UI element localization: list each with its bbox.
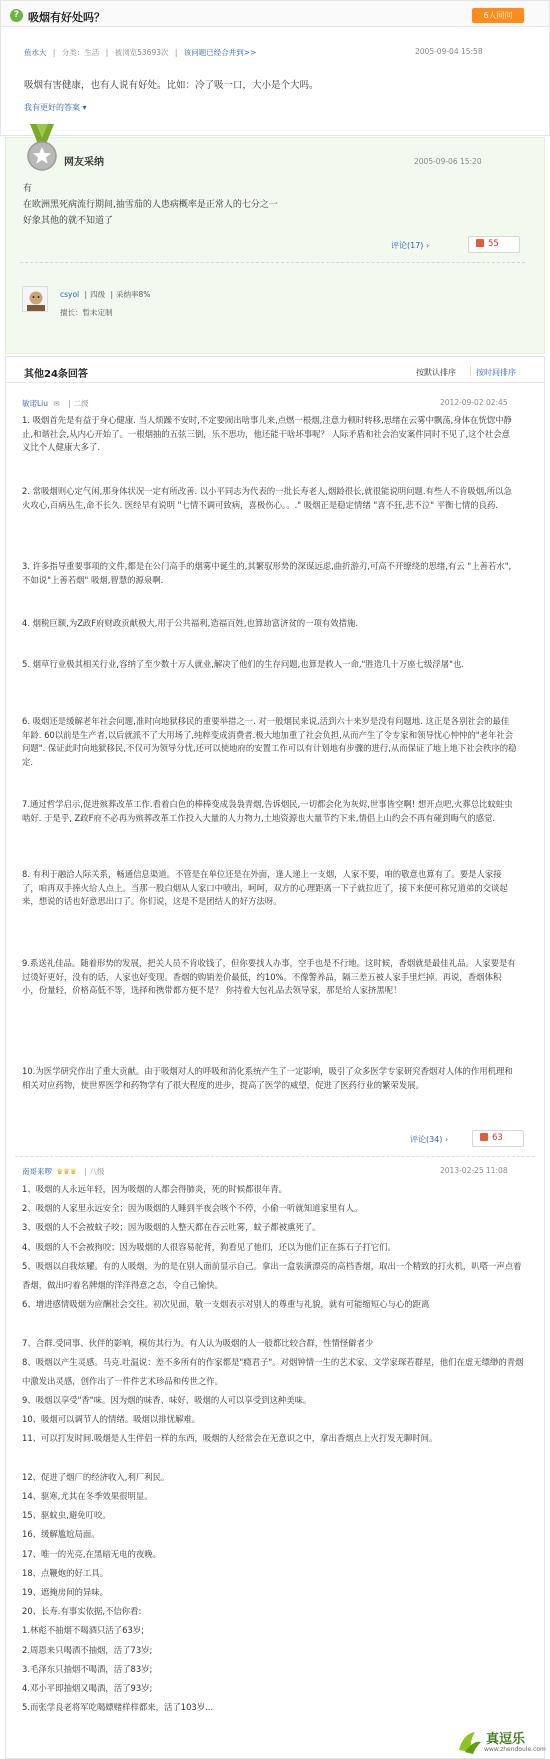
chevron-right-icon: › [425,241,430,250]
answer2-list-item: 15、驱蚊虫,避免叮咬。 [22,1510,111,1521]
answer2-list-item: 10、吸烟可以调节人的情绪。吸烟以排忧解难。 [22,1414,201,1425]
question-title: 吸烟有好处吗？ [28,11,105,24]
triangle-down-icon: ▾ [82,103,87,112]
best-comments-link[interactable]: 评论(17) › [391,241,430,250]
question-card [0,0,550,136]
answer1-date: 2012-09-02 02:45 [440,398,508,407]
answer-paragraph: 5. 烟草行业极其相关行业,容纳了至少数十万人就业,解决了他们的生存问题,也算是救人一命,"胜造几十万座七级浮屠"也. [22,659,465,669]
best-user-expertise: 擅长：暂未定制 [60,308,113,317]
watermark-url: www.zhendoule.com [484,1746,546,1753]
answer1-user-link[interactable]: 敏诺Liu [22,399,49,408]
answer2-list-item: 8、吸烟以产生灵感。马克.吐温说：差不多所有的作家都是"瘾君子"。对烟钟情一生的艺术家、文学家琛若群星，他们在虚无缥缈的青烟中激发出灵感，创作出了一件件艺术珍品和传世之作。 [22,1356,524,1386]
medal-icon [22,124,62,172]
answer-paragraph: 6. 吸烟还是缓解老年社会问题,准时向地狱移民的重要举措之一. 对一般烟民来说,活到六十来岁是没有问题地. 这正是各别社会的最佳年龄. 60以前是生产者,以后就派不了大用场了,纯粹变成消费者.极大地加重了社会负担,从而产生了令专家和领导忧心忡忡的"老年社会问题". 保证此时向地狱移民,不仅可为领导分忧,还可以使地府的安置工作可以有计划地有步骤的进行,从而保证了地上地下社会秩序的稳定. [22,716,517,767]
view-count: 被浏览53693次 [114,48,169,57]
divider [15,1156,535,1157]
answer2-list-item: 1.林彪不抽烟不喝酒只活了63岁; [22,1625,144,1636]
answer2-list-item: 11、可以打发时间.吸烟是人生伴侣一样的东西，吸烟的人经常会在无意识之中，拿出香烟点上火打发无聊时间。 [22,1433,438,1444]
answer2-user-info: 南哥来啰 ♛♛♛ | 八级 [22,1167,105,1176]
question-header [1,1,549,27]
asker-link[interactable]: 鱼水大 [24,48,47,57]
answer2-list-item: 16、缓解尴尬局面。 [22,1529,100,1540]
answer-paragraph: 9.系送礼佳品。随着形势的发展，把关人员不肯收钱了，但你要找人办事，空手也是不行地。这时候，香烟就是最佳礼品。人家要是有过烫好更好，没有的话，人家也好变现。香烟的购销差价最低，约10%。不像警养品，隔三差五被人家手里烂掉。再说，香烟体积小，份量轻，价格高低不等，选择和携带都方便不是？ 你持着大包礼品去领导家，那是给人家挤黑呢！ [22,958,516,995]
answer2-list-item: 20、长寿.有事实依据,不信你看: [22,1606,142,1617]
answer2-list-item: 4.邓小平即抽烟又喝酒，活了93岁; [22,1682,153,1693]
question-date: 2005-09-04 15:58 [415,47,483,56]
best-answer-panel [5,137,545,354]
answer2-list-item: 14、驱寒,尤其在冬季效果很明显。 [22,1491,153,1502]
question-meta: 鱼水大 | 分类：生活 | 被浏览53693次 | 该问题已经合并到>> [24,48,257,57]
answer-paragraph: 1. 吸烟首先是有益于身心健康. 当人烦躁不安时,不定要闹出啥事儿来,点燃一根烟,注意力顿时转移,思绪在云雾中飘荡,身体在恍惚中静止,和谐社会,从内心开始了。一根烟抽的五弦三倒，乐不思功，他还能干啥坏事呢？ 人际矛盾和社会治安案件同时不见了,这个社会意义比个人健康大多了. [22,415,512,452]
category-text: 分类：生活 [61,48,100,57]
better-answer-link[interactable]: 我有更好的答案 ▾ [24,103,87,112]
answer-paragraph: 4. 烟税巨额,为Z政F府财政贡献极大,用于公共福利,造福百姓,也算劫富济贫的一项有效措施. [22,618,359,628]
best-answer-line: 好象其他的就不知道了 [23,216,114,226]
best-answer-label: 网友采纳 [64,157,104,168]
best-user-info: csyol | 四级 | 采纳率8% [60,290,151,299]
divider [20,262,525,263]
answer2-date: 2013-02-25 11:08 [440,1166,508,1175]
mail-icon: ✉ [53,399,60,408]
answer2-list-item: 6、增进感情吸烟为应酬社会交往。初次见面，敬一支烟表示对别人的尊重与礼貌，就有可能缩短心与心的距离 [22,1299,430,1310]
answer1-comments-link[interactable]: 评论(34) › [410,1135,449,1144]
answer-paragraph: 2. 常吸烟则心定气闲,那身体状况一定有所改善. 以小平同志为代表的一批长寿老人,烟龄很长,就很能说明问题.有些人不肯吸烟,所以急火攻心,百病丛生,命不长久. 医经早有说明 "七情不调可致病，喜极伤心。。." 吸烟正是稳定情绪 "喜不狂,悲不泣" 平衡七情的良药. [22,486,512,510]
answer2-list [22,1180,542,1717]
watermark-brand: 真逗乐 [486,1732,526,1747]
answer-paragraph: 8. 有利于融洽人际关系，畅通信息渠道。不管是在单位还是在外面，逢人递上一支烟，人家不要，咱的敬意也算有了。要是人家接了，咱再双手捧火给人点上。当那一股白烟从人家口中喷出，呵呵，双方的心理距离一下子就拉近了，接下来便可称兄道弟的交谈起来，想说的话也好意思出口了。你们说，这是不是团结人的好方法呀。 [22,869,508,906]
avatar[interactable] [22,286,48,312]
answer2-list-item: 17、唯一的光亮,在黑暗无电的夜晚。 [22,1548,161,1559]
best-answer-line: 有 [23,184,33,194]
best-answer-line: 在欧洲黑死病流行期间,抽雪茄的人患病概率是正常人的七分之一 [23,200,278,210]
best-answer-date: 2005-09-06 15:20 [414,157,482,166]
best-user-name[interactable]: csyol [60,290,80,299]
merged-link[interactable]: 该问题已经合并到>> [183,48,257,57]
sort-time-tab[interactable]: 按时间排序 [476,368,516,377]
answer2-list-item: 2.周恩来只喝酒不抽烟，活了73岁; [22,1644,153,1655]
answer2-list-item: 7、合群.受同事、伙伴的影响，模仿其行为。有人认为吸烟的人一般都比较合群，性情怪僻者少 [22,1337,374,1348]
divider: | [469,366,472,376]
answer2-list-item: 5、吸烟以自我炫耀。有的人吸烟，为的是在别人面前显示自己。拿出一盒装潢漂亮的高档香烟，取出一个精致的打火机，叭嗒一声点着香烟，做出叼着名牌烟的洋洋得意之态，令自己愉快。 [22,1260,522,1290]
crown-icon: ♛♛♛ [56,1167,77,1176]
best-like-button[interactable]: 55 [468,236,520,253]
answer2-list-item: 2、吸烟的人家里永远安全；因为吸烟的人睡到半夜会咳个不停，小偷一听就知道家里有人。 [22,1203,363,1214]
thumbs-up-icon [480,1133,488,1141]
answer2-list-item: 19、遮掩房间的异味。 [22,1587,109,1597]
chevron-right-icon: › [444,1135,449,1144]
sort-default-tab[interactable]: 按默认排序 [416,368,456,377]
answer2-list-item: 3.毛泽东只抽烟不喝酒，活了83岁; [22,1663,153,1674]
thumbs-up-icon [476,239,484,247]
other-answers-title: 其他24条回答 [24,369,88,380]
answer2-list-item: 18、点鞭炮的好工具。 [22,1567,109,1578]
answer2-list-item: 3、吸烟的人不会被蚊子咬；因为吸烟的人整天都在吞云吐雾，蚊子都被熏死了。 [22,1222,321,1233]
answer-paragraph: 7.通过哲学启示,促进殡葬改革工作.看着白色的棒棒变成袅袅青烟,告诉烟民,一切都会化为灰烬,世事皆空啊! 想开点吧,火葬总比蚊蛀虫啮好. 于是乎, Z政F府不必再为殡葬改革工作投入大量的人力物力,土地资源也大量节约下来,情侣上山约会不再有碰到晦气的感觉. [22,799,513,823]
answer-paragraph: 10.为医学研究作出了重大贡献。由于吸烟对人的呼吸和消化系统产生了一定影响，吸引了众多医学专家研究香烟对人体的作用机理和相关对应药物，使世界医学和药物学有了很大程度的进步，提高了医学的威望，促进了医药行业的繁荣发展。 [22,1066,513,1090]
question-icon: ? [10,9,23,22]
answer2-list-item: 1、吸烟的人永远年轻，因为吸烟的人都会得肺炎，死的时候都很年青。 [22,1184,287,1194]
other-answers-header [6,357,544,383]
answer2-user-link[interactable]: 南哥来啰 [22,1167,52,1176]
answer-paragraph: 3. 许多指导重要事项的文件,都是在公门高手的烟雾中诞生的,其繁驭形势的深谋远虑,曲折游刃,可高不开缭绕的思绪,有云 "上善若水",不如说"上善若烟" 吸烟,智慧的源泉啊. [22,561,512,585]
avatar-image [23,287,48,312]
answer2-list-item: 9、吸烟以享受"香"味。因为烟的味香、味好，吸烟的人可以享受到这种美味。 [22,1395,312,1406]
answer1-user-info: 敏诺Liu ✉ | 二级 [22,399,89,408]
same-question-button[interactable]: 6人同问 [472,8,524,23]
answer2-list-item: 4、吸烟的人不会被狗咬；因为吸烟的人很容易驼背，狗看见了他们，还以为他们正在拣石子打它们。 [22,1241,396,1252]
question-body: 吸烟有害健康，也有人说有好处。比如：冷了吸一口，大小是个大吗。 [24,80,319,91]
answer2-list-item: 5.而张学良老将军吃喝嫖赌样样都来，活了103岁... [22,1702,214,1713]
answer2-list-item: 12、促进了烟厂的经济收入,利厂利民。 [22,1471,170,1482]
answer1-like-button[interactable]: 63 [472,1130,524,1147]
